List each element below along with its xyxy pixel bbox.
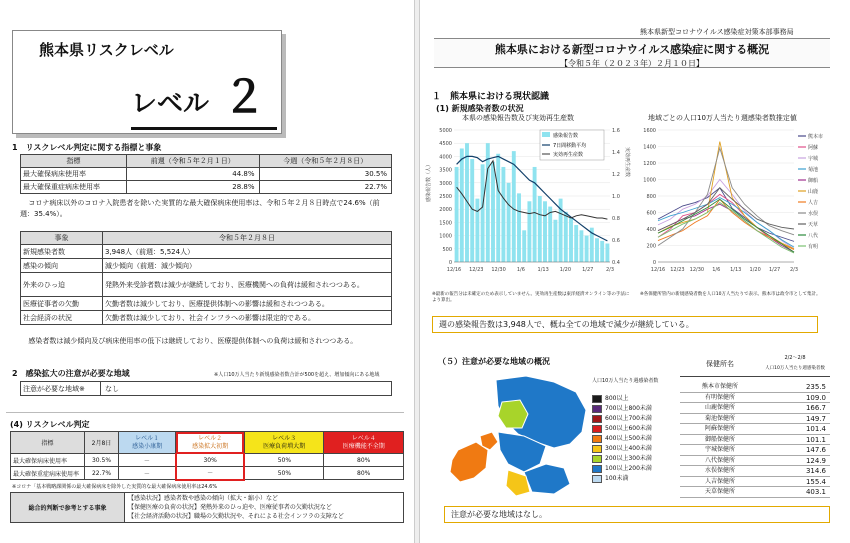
caution-area-summary: 注意が必要な地域はなし。 (444, 506, 830, 523)
judge-level1: － (119, 454, 176, 467)
level4-head: レベル４ 医療機能不全期 (324, 432, 404, 454)
case-bar (553, 220, 557, 262)
prev-week-head: 前週（令和５年２月１日） (127, 155, 260, 168)
x-tick-label: 1/6 (516, 267, 525, 273)
x-tick-label: 12/23 (469, 267, 484, 273)
health-center-name: 熊本市保健所 (701, 383, 738, 390)
health-center-name: 水俣保健所 (704, 467, 735, 474)
event-name: 感染の傾向 (21, 259, 103, 273)
judge-level3: 50% (244, 467, 324, 480)
health-center-rate: 314.6 (805, 467, 826, 475)
map-region-amakusa (450, 442, 488, 482)
map-legend-item (592, 444, 652, 454)
y-tick-label: 3000 (439, 180, 452, 187)
case-bar (533, 167, 537, 262)
indicator-table (20, 154, 392, 194)
new-cases-heading: (1) 新規感染者数の状況 (436, 104, 524, 113)
indicator-head: 指標 (21, 155, 127, 168)
legend-label: 500以上600未満 (605, 425, 652, 432)
x-tick-label: 1/6 (712, 267, 721, 273)
y2-axis-label: 実効再生産数 (624, 146, 630, 178)
health-center-rate: 147.6 (805, 446, 826, 454)
judge-level3: 50% (244, 454, 324, 467)
judge-head-date: 2月8日 (85, 432, 119, 454)
legend-label: 人吉 (808, 200, 819, 206)
legend-label: 水俣 (808, 211, 819, 217)
chart1-title: 本県の感染報告数及び実効再生産数 (462, 114, 574, 122)
case-bar (512, 151, 516, 262)
section4-heading: (4) リスクレベル判定 (10, 420, 90, 429)
cases-reproduction-chart (424, 122, 632, 290)
health-center-rate: 101.4 (805, 425, 826, 433)
y-tick-label: 1000 (643, 177, 656, 184)
legend-swatch (592, 405, 602, 413)
case-bar (569, 217, 573, 262)
x-tick-label: 2/3 (789, 267, 799, 273)
legend-label: 100未満 (605, 475, 629, 482)
event-name: 医療従事者の欠勤 (21, 297, 103, 311)
health-center-row (680, 393, 830, 404)
case-bar (470, 159, 474, 262)
caution-region-label: 注意が必要な地域※ (21, 382, 101, 396)
health-center-name: 人吉保健所 (704, 477, 735, 485)
legend-label: 有明 (808, 244, 819, 250)
y-tick-label: 200 (646, 243, 656, 250)
health-center-rate: 403.1 (805, 488, 826, 496)
health-center-row (680, 382, 830, 393)
case-bar (496, 154, 500, 262)
current-status-heading: １ 熊本県における現状認識 (432, 92, 550, 102)
judge-indicator: 最大確保重症病床使用率 (11, 467, 85, 480)
legend-label: 7日間移動平均 (553, 143, 587, 149)
event-name: 新規感染者数 (21, 245, 103, 259)
section2-small-note: ※人口10万人当たり新規感染者数合計が500を超え、増加傾向にある地域 (214, 372, 380, 378)
case-bar (585, 236, 589, 262)
health-center-row (680, 424, 830, 435)
level1-head: レベル１ 感染小康期 (119, 432, 176, 454)
x-tick-label: 1/20 (559, 267, 572, 273)
legend-swatch (592, 455, 602, 463)
y-tick-label: 1200 (643, 161, 656, 167)
map-legend-item (592, 394, 652, 404)
overview-date: 【令和５年（２０２３年）２月１０日】 (560, 59, 704, 68)
reference-line: 【保健医療の負荷の状況】発熱外来のひっ迫や、医療従事者の欠勤状況など (128, 504, 332, 511)
event-value: 欠勤者数は減少しており、医療提供体制への影響は緩和されつつある。 (103, 297, 392, 311)
map-legend-item (592, 424, 652, 434)
legend-label: 200以上300未満 (605, 455, 652, 462)
health-center-rate: 155.4 (805, 477, 826, 486)
risk-judgement-table (10, 431, 404, 481)
legend-swatch (592, 465, 602, 473)
x-tick-label: 12/30 (689, 267, 705, 273)
health-center-rate: 235.5 (805, 383, 826, 391)
y-tick-label: 2000 (439, 207, 452, 214)
legend-label: 700以上800未満 (605, 405, 652, 412)
regional-weekly-chart (636, 122, 836, 290)
chart2-title: 地域ごとの人口10万人当たり週感染者数推定値 (648, 114, 797, 122)
risk-level-title: 熊本県リスクレベル (39, 41, 174, 59)
health-center-rate: 149.7 (805, 414, 826, 423)
level-number: ２ (222, 72, 267, 123)
case-bar (595, 238, 599, 262)
health-center-row (680, 435, 830, 446)
y-tick-label: 1400 (643, 144, 656, 151)
reference-events-label: 総合的判断で参考とする事象 (11, 493, 125, 523)
health-center-rate: 109.0 (805, 393, 826, 402)
period-head: 2/2〜2/8 (784, 355, 806, 361)
health-center-row (680, 445, 830, 456)
case-bar (486, 143, 490, 262)
level3-head: レベル３ 医療負荷増大期 (244, 432, 324, 454)
legend-label: 天草 (808, 222, 819, 228)
event-value: 欠勤者数は減少しており、社会インフラへの影響は限定的である。 (103, 311, 392, 325)
event-head: 事象 (21, 232, 103, 245)
health-center-row (680, 487, 830, 498)
health-center-name: 菊池保健所 (704, 414, 735, 422)
legend-label: 山鹿 (808, 189, 819, 195)
y-tick-label: 800 (646, 194, 656, 200)
health-center-row (680, 477, 830, 488)
case-bar (455, 167, 459, 262)
section1-heading: 1 リスクレベル判定に関する指標と事象 (12, 143, 162, 152)
y-tick-label: 1500 (439, 220, 452, 227)
legend-swatch (592, 435, 602, 443)
this-week-head: 今週（令和５年２月８日） (259, 155, 392, 168)
judge-level4: 80% (324, 454, 404, 467)
case-bar (501, 167, 505, 262)
y-axis-label: 感染報告数（人） (426, 161, 432, 203)
y-tick-label: 500 (442, 246, 452, 253)
y-tick-label: 4500 (439, 141, 452, 148)
health-center-head: 保健所名 (680, 353, 760, 376)
judge-value: 30.5% (85, 454, 119, 467)
risk-level-value (131, 61, 277, 130)
judge-level4: 80% (324, 467, 404, 480)
event-value: 3,948人（前週：5,524人） (103, 245, 392, 259)
risk-level-box (12, 30, 282, 134)
case-bar (475, 199, 479, 262)
y-tick-label: 400 (646, 227, 656, 233)
legend-swatch (592, 425, 602, 433)
x-tick-label: 12/16 (446, 267, 462, 273)
caution-region-value: なし (101, 382, 392, 396)
y-tick-label: 1600 (643, 128, 656, 134)
reference-line: 【感染状況】感染者数や感染の傾向（拡大・縮小）など (128, 495, 279, 502)
legend-label: 100以上200未満 (605, 465, 652, 472)
overview-title-bar (434, 38, 830, 68)
y-tick-label: 4000 (439, 154, 452, 161)
event-value: 発熱外来受診者数は減少が継続しており、医療機関への負荷は緩和されつつある。 (103, 273, 392, 297)
event-note: 感染者数は減少傾向及び病床使用率の低下は継続しており、医療提供体制への負荷は緩和されつつある。 (28, 337, 358, 345)
legend-label: 御船 (808, 178, 819, 184)
legend-label: 400以上500未満 (605, 435, 652, 442)
legend-swatch (592, 395, 602, 403)
y-tick-label: 2500 (439, 194, 452, 200)
legend-label: 八代 (808, 233, 819, 239)
caution-region-table (20, 381, 392, 396)
case-bar (600, 241, 604, 262)
y2-tick-label: 1.4 (612, 150, 620, 156)
x-tick-label: 12/16 (650, 267, 666, 273)
legend-label: 熊本市 (808, 134, 824, 140)
y-tick-label: 5000 (439, 128, 452, 134)
judge-level2: － (176, 467, 244, 480)
legend-swatch (592, 475, 602, 483)
chart1-source: ※最新の報告分は未確定のため表示していません。実効再生産数は東洋経済オンライン等の手法により算出。 (432, 292, 630, 303)
judge-head-indicator: 指標 (11, 432, 85, 454)
section2-heading: 2 感染拡大の注意が必要な地域 (12, 369, 130, 378)
legend-swatch (542, 132, 550, 137)
case-bar (465, 143, 469, 262)
y-tick-label: 0 (652, 260, 656, 266)
judge-value: 22.7% (85, 467, 119, 480)
health-center-row (680, 456, 830, 467)
y-tick-label: 0 (448, 260, 452, 266)
legend-label: 阿蘇 (808, 145, 819, 151)
health-center-name: 山鹿保健所 (704, 404, 735, 411)
judge-level2: 30% (176, 454, 244, 467)
map-legend-item (592, 474, 652, 484)
judgement-footnote: ※コロナ「基本戦略課関係の最大確保病床を除外した実質的な最大確保病床使用率は24.6% (12, 484, 218, 490)
indicator-now: 30.5% (259, 168, 392, 181)
y-tick-label: 3500 (439, 167, 452, 174)
map-legend-item (592, 464, 652, 474)
event-table (20, 231, 392, 325)
reference-events-table (10, 492, 404, 523)
case-bar (605, 244, 609, 262)
legend-swatch (592, 415, 602, 423)
health-center-name: 御船保健所 (704, 435, 735, 443)
case-bar (507, 183, 511, 262)
case-bar (548, 207, 552, 262)
event-name: 外来のひっ迫 (21, 273, 103, 297)
judge-indicator: 最大確保病床使用率 (11, 454, 85, 467)
health-center-row (680, 403, 830, 414)
y2-tick-label: 1.6 (612, 128, 620, 134)
map-legend-item (592, 434, 652, 444)
y2-tick-label: 0.8 (612, 216, 620, 222)
indicator-name: 最大確保重症病床使用率 (21, 181, 127, 194)
indicator-note: コロナ病床以外のコロナ入院患者を除いた実質的な最大確保病床使用率は、令和５年２月８日時点で24.6%（前週：35.4%）。 (20, 199, 380, 218)
x-tick-label: 12/23 (670, 267, 685, 273)
indicator-prev: 44.8% (127, 168, 260, 181)
judge-level1: － (119, 467, 176, 480)
y2-tick-label: 1.2 (612, 172, 620, 178)
case-bar (564, 212, 568, 262)
legend-label: 800以上 (605, 395, 629, 402)
case-bar (579, 230, 583, 262)
case-bar (574, 225, 578, 262)
indicator-now: 22.7% (259, 181, 392, 194)
y2-tick-label: 0.4 (612, 260, 620, 266)
reference-line: 【社会経済活動の状況】職場の欠勤状況や、それによる社会インフラの支障など (128, 513, 344, 520)
rate-head: 人口10万人当たり週感染者数 (760, 362, 830, 376)
health-center-row (680, 466, 830, 477)
legend-label: 600以上700未満 (605, 415, 652, 422)
x-tick-label: 1/20 (749, 267, 761, 273)
case-bar (538, 196, 542, 262)
map-legend-item (592, 414, 652, 424)
case-bar (460, 148, 464, 262)
y2-tick-label: 0.6 (612, 238, 620, 244)
weekly-summary-note: 週の感染報告数は3,948人で、概ね全ての地域で減少が継続している。 (432, 316, 818, 333)
level-label: レベル (131, 89, 210, 119)
legend-label: 実効再生産数 (553, 152, 584, 158)
health-center-name: 有明保健所 (704, 393, 735, 401)
kumamoto-map (436, 372, 596, 498)
legend-swatch (592, 445, 602, 453)
event-value: 減少傾向（前週：減少傾向） (103, 259, 392, 273)
x-tick-label: 1/13 (730, 267, 742, 273)
x-tick-label: 2/3 (605, 267, 615, 273)
x-tick-label: 1/13 (537, 267, 549, 273)
health-center-rows (680, 382, 830, 498)
health-center-name: 宇城保健所 (704, 446, 735, 453)
y-tick-label: 1000 (439, 233, 452, 240)
event-name: 社会経済の状況 (21, 311, 103, 325)
case-bar (517, 193, 521, 262)
x-tick-label: 12/30 (491, 267, 506, 273)
y2-tick-label: 1.0 (612, 194, 620, 200)
map-legend-title: 人口10万人当たり週感染者数 (592, 378, 659, 384)
case-bar (522, 230, 526, 262)
chart2-source: ※各保健所管内の新規感染者数を人口10万人当たりで表示。熊本市は政令市として集計。 (640, 292, 821, 297)
legend-label: 菊池 (808, 167, 819, 173)
health-center-rate: 101.1 (805, 435, 826, 444)
y-tick-label: 600 (646, 210, 656, 217)
health-center-name: 阿蘇保健所 (704, 425, 735, 432)
overview-title: 熊本県における新型コロナウイルス感染症に関する概況 (494, 43, 770, 56)
map-legend (592, 394, 652, 484)
case-bar (491, 162, 495, 262)
department-name: 熊本県新型コロナウイルス感染症対策本部事務局 (640, 28, 794, 36)
legend-label: 宇城 (808, 156, 819, 162)
legend-label: 300以上400未満 (605, 445, 652, 452)
map-legend-item (592, 454, 652, 464)
health-center-rate: 124.9 (805, 456, 826, 465)
level2-head: レベル２ 感染拡大初期 (176, 432, 244, 454)
case-bar (481, 164, 485, 262)
health-center-table (680, 353, 830, 377)
indicator-name: 最大確保病床使用率 (21, 168, 127, 181)
health-center-row (680, 414, 830, 425)
x-tick-label: 1/27 (768, 267, 781, 273)
case-bar (543, 201, 547, 262)
legend-label: 感染報告数 (553, 133, 579, 139)
x-tick-label: 1/27 (582, 267, 594, 273)
map-legend-item (592, 404, 652, 414)
health-center-rate: 166.7 (805, 404, 826, 412)
health-center-name: 八代保健所 (704, 456, 735, 464)
case-bar (527, 201, 531, 262)
indicator-prev: 28.8% (127, 181, 260, 194)
health-center-name: 天草保健所 (704, 488, 735, 495)
caution-areas-heading: （５）注意が必要な地域の概況 (438, 357, 550, 366)
region-line (658, 204, 794, 252)
date-head: 令和５年２月８日 (103, 232, 392, 245)
